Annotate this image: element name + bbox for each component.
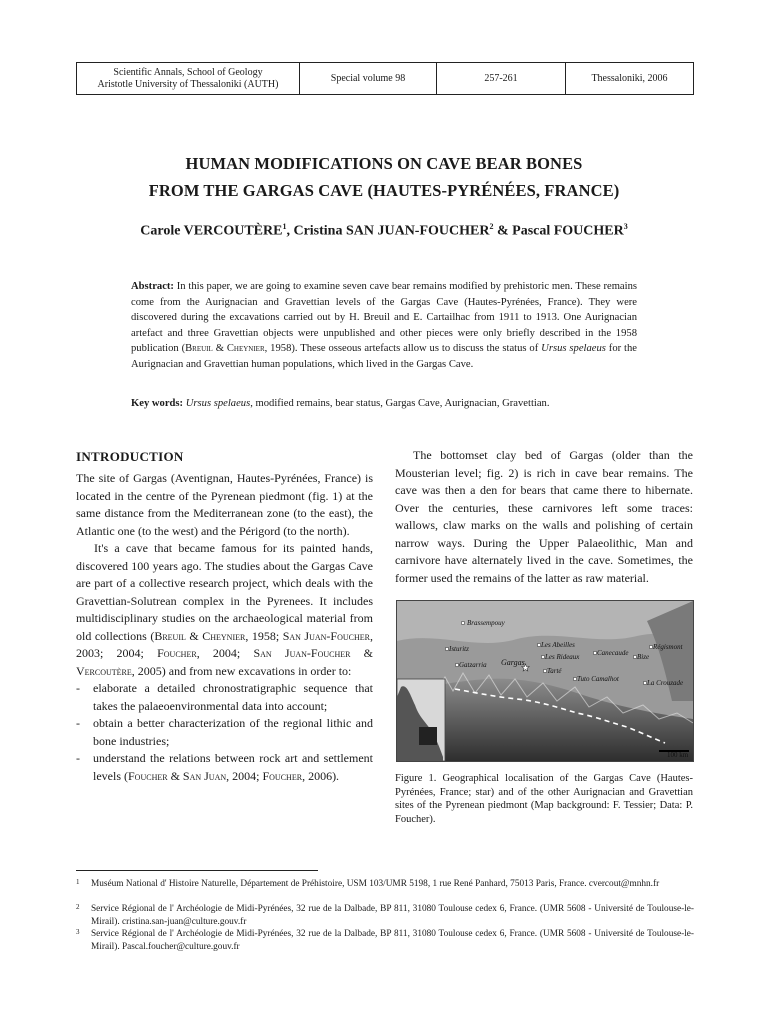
footnote-rule bbox=[76, 870, 318, 871]
citation: Breuil & Cheynier bbox=[154, 628, 246, 643]
author-separator: , bbox=[286, 223, 294, 239]
footnote-text: Muséum National d' Histoire Naturelle, Département de Préhistoire, USM 103/UMR 5198, 1 rue René Panhard, 75013 Paris, France. cvercout@mnhn.fr bbox=[91, 879, 660, 889]
paragraph bbox=[76, 540, 373, 680]
paper-title bbox=[0, 150, 768, 204]
map-label: Tarté bbox=[547, 667, 562, 675]
section-heading-introduction: INTRODUCTION bbox=[76, 449, 184, 464]
pages-cell bbox=[437, 63, 566, 94]
abstract-text: , 1958). These osseous artefacts allow us to discuss the status of bbox=[264, 343, 542, 355]
citation: San Juan-Foucher bbox=[282, 628, 370, 643]
title-line-2: FROM THE GARGAS CAVE (HAUTES-PYRÉNÉES, FRANCE) bbox=[148, 181, 620, 200]
map-label: Les Rideaux bbox=[545, 653, 580, 661]
paragraph: The site of Gargas (Aventignan, Hautes-Pyrénées, France) is located in the centre of the Pyrenean piedmont (fig. 1) at the same distance from the Mediterranean zone (to the east), the Atlantic one (to the west) and the Périgord (to the north). bbox=[76, 471, 373, 538]
map-label: Les Abeilles bbox=[541, 641, 575, 649]
footnote-3 bbox=[76, 928, 694, 953]
abstract-text: for the Aurignacian and Gravettian human populations, which lived in the Gargas Cave. bbox=[131, 343, 638, 370]
paragraph-text: , 1958; bbox=[245, 628, 283, 643]
paragraph-text: , 2003; 2004; bbox=[76, 628, 373, 660]
map-label: Gatzarria bbox=[459, 661, 487, 669]
pages-text: 257-261 bbox=[484, 72, 518, 84]
map-label: Bize bbox=[637, 653, 650, 661]
abstract bbox=[131, 279, 637, 373]
abstract-text: In this paper, we are going to examine seven cave bear remains modified by prehistoric men. These remains come from the Aurignacian and Gravettian levels of the Gargas Cave (Hautes-Pyrénées, France). They were discovered during the excavations carried out by H. Breuil and E. Cartailhac from 1911 to 1913. One Aurignacian artefact and three Gravettian objects were unpublished and other pieces were only briefly described in the 1958 publication ( bbox=[131, 281, 637, 355]
paragraph-text: It's a cave that became famous for its painted hands, discovered 100 years ago. The studies about the Gargas Cave are part of a collective research project, which deals with the Gravettian-Solutrean complex in the Pyrenees. It includes multidisciplinary studies on the archaeological material from old collections ( bbox=[76, 541, 373, 643]
left-column bbox=[76, 470, 373, 785]
list-item-text: , 2006). bbox=[302, 768, 340, 783]
objectives-list bbox=[76, 680, 373, 785]
citation: Foucher bbox=[262, 768, 303, 783]
author-1-affil: 1 bbox=[282, 222, 287, 231]
footnote-number: 3 bbox=[76, 928, 80, 936]
journal-header-table bbox=[76, 62, 694, 95]
author-1: Carole VERCOUTÈRE bbox=[140, 223, 283, 239]
journal-line-1: Scientific Annals, School of Geology bbox=[113, 66, 263, 78]
species-name: Ursus spelaeus bbox=[541, 343, 606, 355]
keyword-species: Ursus spelaeus bbox=[185, 398, 251, 409]
journal-name-cell bbox=[77, 63, 300, 94]
footnote-2 bbox=[76, 903, 694, 928]
author-2: Cristina SAN JUAN-FOUCHER bbox=[293, 223, 490, 239]
map-label: Gargas bbox=[501, 658, 525, 667]
citation: Foucher & San Juan bbox=[128, 768, 227, 783]
paragraph-text: , 2004; bbox=[196, 646, 254, 660]
author-2-affil: 2 bbox=[489, 222, 494, 231]
author-list bbox=[0, 222, 768, 240]
place-year-cell bbox=[566, 63, 693, 94]
map-label: Brassempouy bbox=[467, 619, 505, 627]
map-label: Régismont bbox=[653, 643, 683, 651]
journal-line-2: Aristotle University of Thessaloniki (AUTH) bbox=[97, 78, 279, 90]
list-item-text: understand the relations between rock art and settlement levels ( bbox=[93, 751, 373, 783]
footnote-text: Service Régional de l' Archéologie de Midi-Pyrénées, 32 rue de la Dalbade, BP 811, 31080 Toulouse cedex 6, France. (UMR 5608 - Université de Toulouse-le-Mirail). cristina.san-juan@culture.gouv.fr bbox=[91, 904, 694, 927]
list-item: - elaborate a detailed chronostratigraphic sequence that takes the palaeoenvironmental data into account; bbox=[76, 680, 373, 715]
keywords-label: Key words: bbox=[131, 398, 184, 409]
volume-cell bbox=[300, 63, 437, 94]
keywords-text: , modified remains, bear status, Gargas Cave, Aurignacian, Gravettian. bbox=[250, 398, 550, 409]
citation: Breuil & Cheynier bbox=[185, 343, 265, 355]
citation: Foucher bbox=[157, 646, 197, 660]
author-3: Pascal FOUCHER bbox=[512, 223, 624, 239]
list-item-text: , 2004; bbox=[226, 768, 263, 783]
right-column-paragraph: The bottomset clay bed of Gargas (older than the Mousterian level; fig. 2) is rich in cave bear remains. The cave was then a den for bears that came there to hibernate. Over the centuries, these carnivores left some traces: wallows, claw marks on the walls and polishing of certain narrow ways. During the Upper Palaeolithic, Man and carnivore have alternately lived in the cave. Sometimes, the former used the remains of the latter as raw material. bbox=[395, 448, 693, 585]
map-label: Tuto Camalhot bbox=[577, 675, 619, 683]
map-label: Isturitz bbox=[449, 645, 469, 653]
footnote-1 bbox=[76, 878, 694, 891]
paragraph-text: , 2005) and from new excavations in order to: bbox=[131, 663, 352, 678]
abstract-label: Abstract: bbox=[131, 281, 174, 292]
author-separator: & bbox=[493, 223, 513, 239]
place-year-text: Thessaloniki, 2006 bbox=[591, 72, 668, 84]
figure-map bbox=[396, 600, 694, 762]
map-label: Canecaude bbox=[597, 649, 629, 657]
footnote-number: 2 bbox=[76, 903, 80, 911]
list-item bbox=[76, 750, 373, 785]
footnote-number: 1 bbox=[76, 878, 80, 886]
author-3-affil: 3 bbox=[623, 222, 628, 231]
figure-caption: Figure 1. Geographical localisation of the Gargas Cave (Hautes-Pyrénées, France; star) and of the other Aurignacian and Gravettian sites of the Pyrenean piedmont (Map background: F. Tessier; Data: P. Foucher). bbox=[395, 773, 693, 825]
map-svg bbox=[397, 601, 693, 761]
citation: San Juan-Foucher & Vercoutère bbox=[76, 646, 374, 678]
title-line-1: HUMAN MODIFICATIONS ON CAVE BEAR BONES bbox=[185, 154, 583, 173]
volume-text: Special volume 98 bbox=[330, 72, 406, 84]
footnote-text: Service Régional de l' Archéologie de Midi-Pyrénées, 32 rue de la Dalbade, BP 811, 31080 Toulouse cedex 6, France. (UMR 5608 - Université de Toulouse-le-Mirail). Pascal.foucher@culture.gouv.fr bbox=[91, 929, 694, 952]
inset-highlight bbox=[419, 727, 437, 745]
keywords bbox=[131, 396, 637, 411]
map-label: La Crouzade bbox=[647, 679, 684, 687]
gargas-star-icon: ★ bbox=[521, 663, 530, 674]
list-item: - obtain a better characterization of the regional lithic and bone industries; bbox=[76, 715, 373, 750]
scale-label: 100 km bbox=[667, 751, 689, 759]
